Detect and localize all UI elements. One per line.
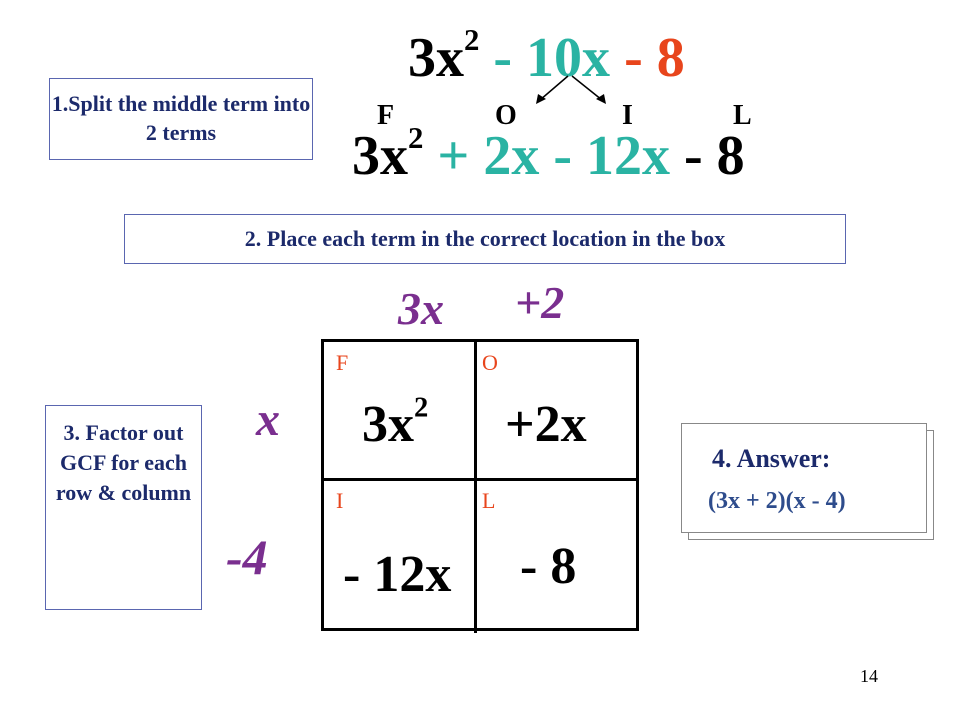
cell-term-f-base: 3x bbox=[362, 396, 414, 453]
foil-label-o: O bbox=[495, 100, 517, 131]
cell-term-i: - 12x bbox=[343, 546, 452, 603]
foil-label-l: L bbox=[733, 100, 752, 131]
split-exponent: 2 bbox=[408, 120, 424, 155]
split-term-middle: + 2x - 12x bbox=[423, 125, 684, 187]
cell-label-f: F bbox=[336, 350, 349, 375]
cell-term-f-exponent: 2 bbox=[414, 392, 429, 424]
split-term-constant: - 8 bbox=[683, 125, 745, 187]
expr-term-3x: 3x bbox=[408, 27, 464, 89]
cell-term-l: - 8 bbox=[520, 538, 577, 595]
step2-box bbox=[124, 214, 846, 264]
step1-box bbox=[49, 78, 313, 160]
page-number: 14 bbox=[860, 666, 878, 686]
answer-box bbox=[681, 423, 927, 533]
foil-label-i: I bbox=[622, 100, 633, 131]
column-factor-plus2: +2 bbox=[515, 277, 565, 328]
expr-term-constant: - 8 bbox=[624, 27, 685, 89]
split-term-3x: 3x bbox=[352, 125, 408, 187]
step1-text: 1.Split the middle term into 2 terms bbox=[51, 91, 311, 145]
row-factor-minus4: -4 bbox=[226, 529, 268, 585]
expr-exponent: 2 bbox=[464, 22, 480, 57]
arrow-left bbox=[540, 76, 568, 100]
factor-box-horizontal-divider bbox=[321, 478, 639, 481]
cell-label-i: I bbox=[336, 488, 344, 513]
column-factor-3x: 3x bbox=[398, 283, 444, 334]
factor-box-vertical-divider bbox=[474, 339, 477, 633]
split-arrows bbox=[520, 70, 620, 110]
foil-label-f: F bbox=[377, 100, 395, 131]
expr-term-middle: - 10x bbox=[479, 27, 625, 89]
cell-label-o: O bbox=[482, 350, 498, 375]
step3-box bbox=[45, 405, 202, 610]
cell-label-l: L bbox=[482, 488, 496, 513]
answer-label: 4. Answer: bbox=[712, 444, 831, 473]
step3-text: 3. Factor out GCF for each row & column bbox=[55, 420, 192, 505]
step2-text: 2. Place each term in the correct location in the box bbox=[244, 226, 726, 251]
arrow-right bbox=[572, 76, 602, 100]
row-factor-x: x bbox=[256, 393, 280, 446]
answer-text: (3x + 2)(x - 4) bbox=[708, 488, 846, 514]
cell-term-f bbox=[362, 392, 429, 454]
split-expression bbox=[352, 120, 745, 187]
cell-term-o: +2x bbox=[505, 396, 587, 453]
